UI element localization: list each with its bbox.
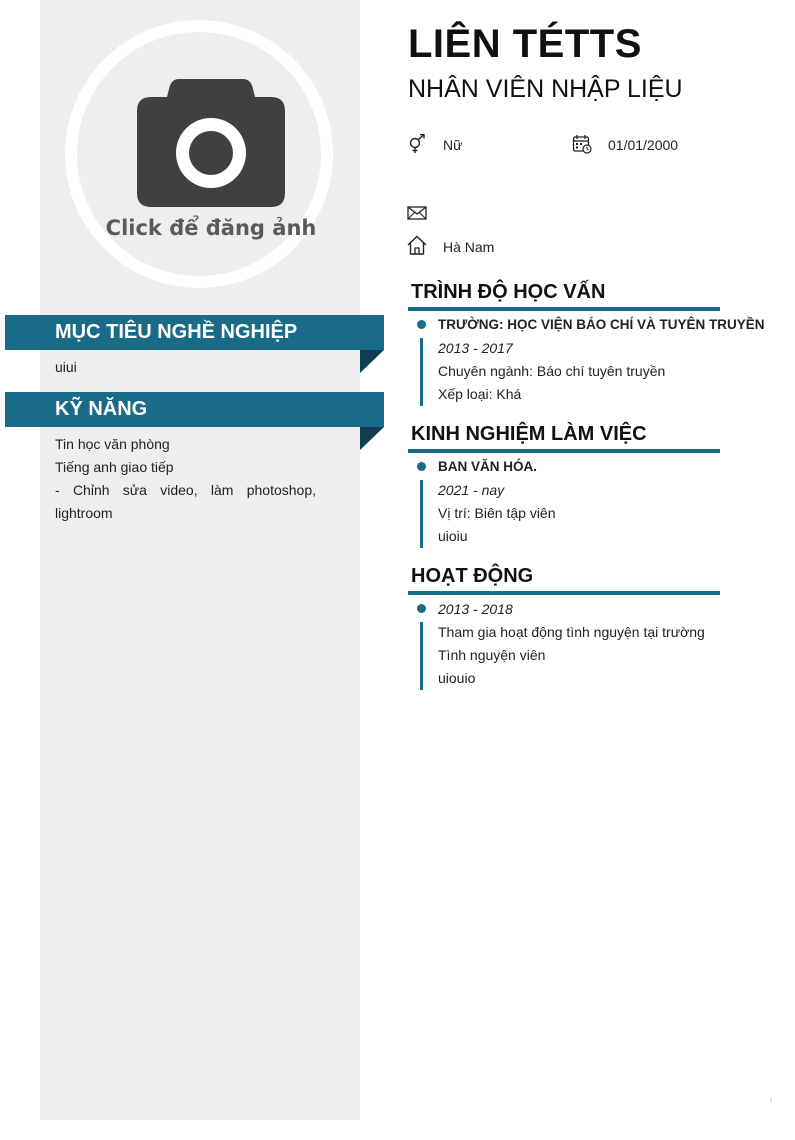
objective-title: MỤC TIÊU NGHỀ NGHIỆP — [55, 321, 298, 343]
education-rank[interactable]: Xếp loại: Khá — [438, 386, 522, 402]
email-icon — [407, 203, 427, 223]
timeline-dot — [417, 604, 426, 613]
timeline-dot — [417, 462, 426, 471]
address-value[interactable]: Hà Nam — [443, 239, 495, 255]
skill-item[interactable]: Tin học văn phòng — [55, 436, 170, 452]
experience-title: KINH NGHIỆM LÀM VIỆC — [411, 423, 647, 445]
education-title: TRÌNH ĐỘ HỌC VẤN — [411, 281, 606, 303]
section-divider — [408, 449, 720, 453]
experience-position[interactable]: Vị trí: Biên tập viên — [438, 505, 556, 521]
education-period[interactable]: 2013 - 2017 — [438, 340, 513, 356]
experience-period[interactable]: 2021 - nay — [438, 482, 505, 498]
activity-detail[interactable]: uiouio — [438, 670, 476, 686]
activity-description[interactable]: Tham gia hoạt động tình nguyện tại trường — [438, 624, 705, 640]
corner-mark: ⁝ — [770, 1098, 773, 1105]
activities-title: HOẠT ĐỘNG — [411, 565, 534, 587]
skills-header — [5, 392, 384, 427]
job-title[interactable]: NHÂN VIÊN NHẬP LIỆU — [408, 75, 683, 103]
timeline-bar — [420, 622, 423, 690]
experience-company[interactable]: BAN VĂN HÓA. — [438, 459, 538, 474]
skill-item[interactable]: Tiếng anh giao tiếp — [55, 459, 174, 475]
avatar-upload[interactable] — [65, 20, 333, 288]
section-divider — [408, 307, 720, 311]
activity-period[interactable]: 2013 - 2018 — [438, 601, 513, 617]
experience-detail[interactable]: uioiu — [438, 528, 468, 544]
ribbon-fold — [360, 350, 384, 373]
avatar-caption: Click để đăng ảnh — [105, 216, 317, 240]
full-name[interactable]: LIÊN TÉTTS — [408, 22, 642, 66]
education-major[interactable]: Chuyên ngành: Báo chí tuyên truyền — [438, 363, 666, 379]
activity-role[interactable]: Tình nguyện viên — [438, 647, 546, 663]
skill-item[interactable]: - Chỉnh sửa video, làm photoshop, lightroom — [55, 482, 316, 521]
timeline-dot — [417, 320, 426, 329]
section-divider — [408, 591, 720, 595]
objective-header — [5, 315, 384, 350]
education-school[interactable]: TRƯỜNG: HỌC VIỆN BÁO CHÍ VÀ TUYÊN TRUYỀN — [438, 317, 765, 332]
avatar-placeholder — [77, 32, 321, 276]
timeline-bar — [420, 480, 423, 548]
birthdate-value[interactable]: 01/01/2000 — [608, 137, 679, 153]
timeline-bar — [420, 338, 423, 406]
camera-icon — [137, 79, 285, 207]
ribbon-fold — [360, 427, 384, 450]
home-icon — [407, 235, 427, 255]
skills-title: KỸ NĂNG — [55, 398, 148, 420]
gender-icon — [407, 134, 427, 154]
calendar-icon — [572, 134, 592, 154]
gender-value[interactable]: Nữ — [443, 137, 463, 153]
objective-text[interactable]: uiui — [55, 359, 77, 375]
